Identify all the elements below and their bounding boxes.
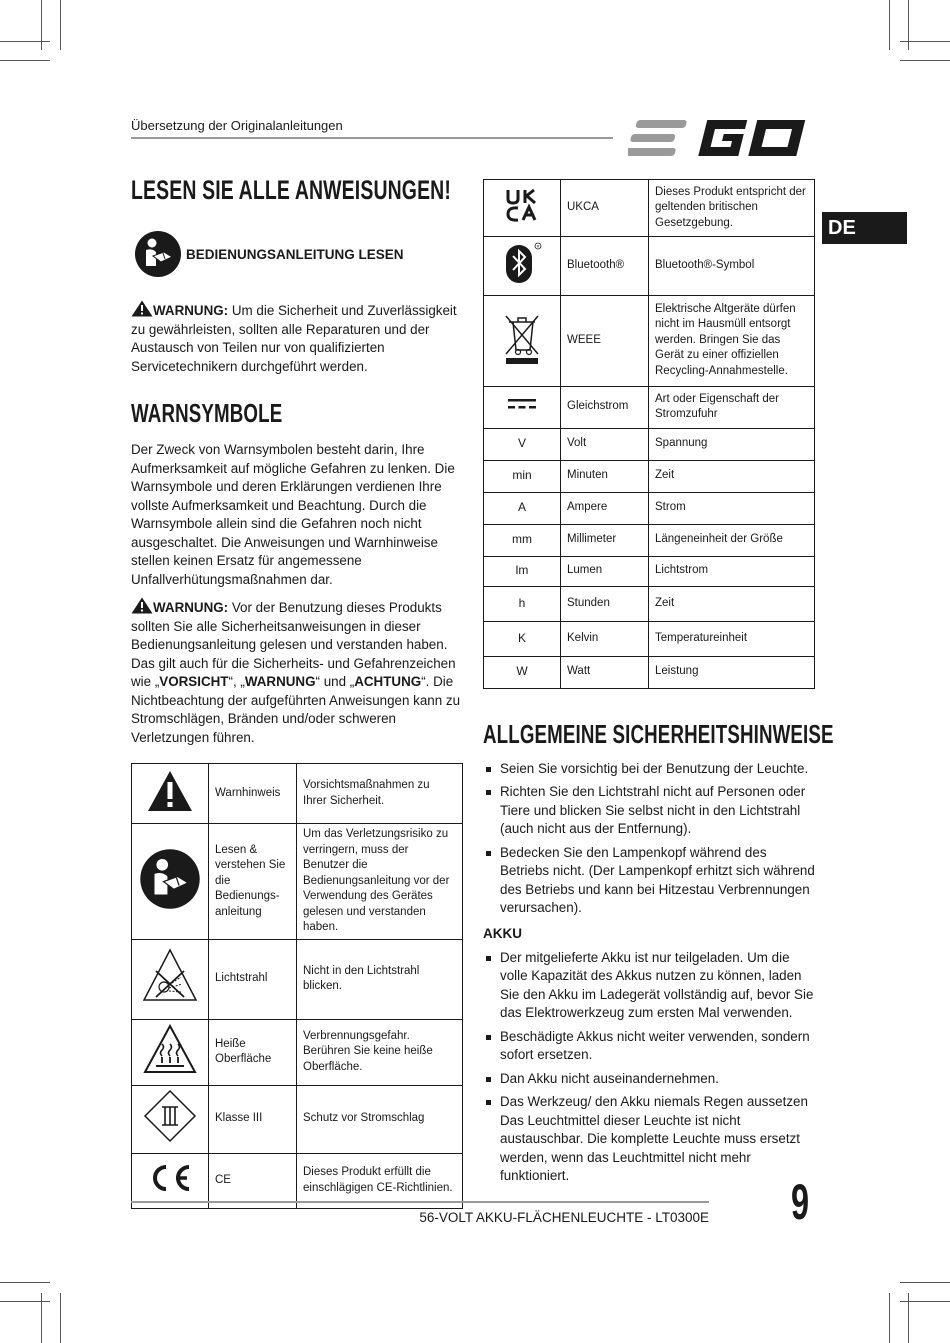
light-beam-warning-icon	[141, 947, 199, 1005]
table-row	[484, 295, 815, 386]
page-number: 9	[791, 1174, 810, 1230]
list-item: Dan Akku nicht auseinandernehmen.	[483, 1070, 815, 1089]
warning-label: WARNUNG:	[153, 303, 229, 318]
separator: “ und „	[315, 674, 355, 689]
unit-symbol: h	[484, 586, 561, 621]
akku-heading: AKKU	[483, 925, 522, 941]
heading-warning-symbols: WARNSYMBOLE	[131, 398, 283, 428]
crop-mark	[889, 0, 890, 50]
symbol-desc: Vorsichtsmaßnahmen zu Ihrer Sicherheit.	[297, 764, 463, 824]
symbol-desc: Art oder Eigenschaft der Stromzufuhr	[649, 386, 815, 428]
symbol-desc: Dieses Produkt entspricht der geltenden britischen Gesetzgebung.	[649, 180, 815, 237]
heading-read-instructions: LESEN SIE ALLE ANWEISUNGEN!	[131, 175, 451, 205]
ego-logo-icon	[628, 117, 814, 159]
symbol-name: Stunden	[561, 586, 649, 621]
symbol-desc: Bluetooth®-Symbol	[649, 237, 815, 296]
symbol-name: Klasse III	[209, 1085, 297, 1153]
read-manual-label: BEDIENUNGSANLEITUNG LESEN	[186, 246, 404, 262]
symbol-desc: Längeneinheit der Größe	[649, 524, 815, 556]
symbol-cell	[132, 1085, 209, 1153]
warning-triangle-icon	[131, 597, 153, 614]
symbol-cell	[484, 295, 561, 386]
symbol-name: Lesen & verstehen Sie die Bedienungs-anleitung	[209, 824, 297, 940]
symbol-desc: Dieses Produkt erfüllt die einschlägigen CE-Richtlinien.	[297, 1153, 463, 1208]
crop-mark	[60, 1293, 61, 1343]
symbol-name: Gleichstrom	[561, 386, 649, 428]
symbol-name: Lumen	[561, 556, 649, 586]
table-row	[484, 237, 815, 296]
symbol-name: Kelvin	[561, 621, 649, 656]
list-item: Seien Sie vorsichtig bei der Benutzung der Leuchte.	[483, 760, 815, 779]
symbol-name: Lichtstrahl	[209, 939, 297, 1019]
crop-mark	[900, 1282, 950, 1283]
separator: “, „	[228, 674, 245, 689]
read-manual-icon	[139, 848, 201, 910]
symbol-desc: Strom	[649, 492, 815, 524]
symbol-desc: Lichtstrom	[649, 556, 815, 586]
crop-mark	[900, 60, 950, 61]
table-row	[484, 586, 815, 621]
warning-read-all	[131, 597, 463, 747]
warning-triangle-icon	[146, 769, 194, 813]
footer-product: 56-VOLT AKKU-FLÄCHENLEUCHTE - LT0300E	[419, 1210, 709, 1225]
crop-mark	[0, 41, 50, 42]
symbol-desc: Zeit	[649, 586, 815, 621]
list-item: Richten Sie den Lichtstrahl nicht auf Personen oder Tiere und blicken Sie selbst nicht in den Lichtstrahl (auch nicht aus der Entfernung).	[483, 783, 815, 839]
symbol-desc: Elektrische Altgeräte dürfen nicht im Hausmüll entsorgt werden. Bringen Sie das Gerät zu einer offiziellen Recycling-Annahmestelle.	[649, 295, 815, 386]
list-item: Der mitgelieferte Akku ist nur teilgeladen. Um die volle Kapazität des Akkus nutzen zu können, laden Sie den Akku im Ladegerät vollständig auf, bevor Sie das Elektrowerkzeug zum ersten Mal verwenden.	[483, 949, 815, 1023]
unit-symbol: V	[484, 428, 561, 460]
symbol-cell	[132, 1153, 209, 1208]
read-manual-icon	[134, 230, 182, 278]
unit-symbol: lm	[484, 556, 561, 586]
direct-current-icon	[507, 396, 537, 412]
symbol-name: Volt	[561, 428, 649, 460]
symbol-desc: Verbrennungsgefahr. Berühren Sie keine heiße Oberfläche.	[297, 1019, 463, 1085]
unit-symbol: mm	[484, 524, 561, 556]
table-row	[132, 939, 463, 1019]
symbol-cell	[132, 1019, 209, 1085]
warning-text: Vor der Benutzung dieses Produkts sollten Sie alle Sicherheitsanweisungen in dieser Bedienungsanleitung gelesen und verstanden haben. Das gilt auch für die Sicherheits- und Gefahrenzeichen wie „	[131, 600, 456, 689]
symbols-intro: Der Zweck von Warnsymbolen besteht darin, Ihre Aufmerksamkeit auf mögliche Gefahren zu lenken. Die Warnsymbole und deren Erklärungen verdienen Ihre vollste Aufmerksamkeit und Beachtung. Durch die Warnsymbole allein sind die Gefahren noch nicht ausgeschaltet. Die Anweisungen und Warnhinweise stellen keinen Ersatz für angemessene Unfallverhütungsmaßnahmen dar.	[131, 442, 455, 587]
symbol-name: Warnhinweis	[209, 764, 297, 824]
footer-rule	[131, 1201, 709, 1203]
header-rule	[131, 137, 613, 139]
crop-mark	[889, 1293, 890, 1343]
symbol-desc: Zeit	[649, 460, 815, 492]
bluetooth-icon	[500, 239, 544, 287]
symbol-name: UKCA	[561, 180, 649, 237]
crop-mark	[0, 60, 50, 61]
crop-mark	[0, 1301, 50, 1302]
symbol-cell	[132, 939, 209, 1019]
symbol-name: CE	[209, 1153, 297, 1208]
units-symbols-table	[483, 179, 815, 689]
read-manual-row	[134, 230, 463, 278]
warning-symbols-table	[131, 763, 463, 1209]
symbol-desc: Spannung	[649, 428, 815, 460]
crop-mark	[908, 0, 909, 50]
header-title: Übersetzung der Originalanleitungen	[131, 118, 343, 133]
symbol-desc: Um das Verletzungsrisiko zu verringern, muss der Benutzer die Bedienungsanleitung vor der Verwendung des Gerätes gelesen und verstanden haben.	[297, 824, 463, 940]
table-row	[484, 180, 815, 237]
weee-bin-icon	[500, 310, 544, 366]
warning-label: WARNUNG:	[153, 600, 229, 615]
crop-mark	[41, 1293, 42, 1343]
warning-triangle-icon	[131, 300, 153, 317]
symbol-name: Minuten	[561, 460, 649, 492]
symbol-cell	[132, 824, 209, 940]
symbol-name: Bluetooth®	[561, 237, 649, 296]
symbol-desc: Nicht in den Lichtstrahl blicken.	[297, 939, 463, 1019]
table-row	[484, 524, 815, 556]
safety-list	[483, 760, 815, 918]
table-row	[484, 386, 815, 428]
symbol-desc: Leistung	[649, 656, 815, 688]
list-item: Das Werkzeug/ den Akku niemals Regen aussetzen Das Leuchtmittel dieser Leuchte ist nicht austauschbar. Die komplette Leuchte muss ersetzt werden, wenn das Leuchtmittel nicht mehr funktioniert.	[483, 1093, 815, 1186]
unit-symbol: min	[484, 460, 561, 492]
unit-symbol: K	[484, 621, 561, 656]
symbol-cell	[484, 180, 561, 237]
keyword-warnung: WARNUNG	[244, 674, 316, 689]
table-row	[484, 460, 815, 492]
symbol-name: Heiße Oberfläche	[209, 1019, 297, 1085]
class-iii-icon	[142, 1088, 198, 1144]
warning-repairs	[131, 300, 463, 376]
table-row	[132, 1019, 463, 1085]
ce-mark-icon	[147, 1163, 193, 1193]
unit-symbol: A	[484, 492, 561, 524]
table-row	[484, 556, 815, 586]
svg-text:R: R	[536, 243, 540, 249]
table-row	[484, 656, 815, 688]
table-row	[132, 824, 463, 940]
crop-mark	[41, 0, 42, 50]
left-column	[131, 175, 463, 1209]
table-row	[484, 428, 815, 460]
crop-mark	[60, 0, 61, 50]
heading-general-safety: ALLGEMEINE SICHERHEITSHINWEISE	[483, 718, 834, 749]
symbol-desc: Temperatureinheit	[649, 621, 815, 656]
table-row	[132, 1085, 463, 1153]
list-item: Beschädigte Akkus nicht weiter verwenden, sondern sofort ersetzen.	[483, 1028, 815, 1065]
language-tab: DE	[822, 212, 907, 244]
symbol-cell	[132, 764, 209, 824]
symbol-name: Millimeter	[561, 524, 649, 556]
table-row	[484, 492, 815, 524]
keyword-achtung: ACHTUNG	[354, 674, 422, 689]
symbol-name: Watt	[561, 656, 649, 688]
table-row	[484, 621, 815, 656]
crop-mark	[908, 1293, 909, 1343]
akku-list	[483, 949, 815, 1186]
table-row	[132, 1153, 463, 1208]
symbol-cell	[484, 237, 561, 296]
crop-mark	[0, 1282, 50, 1283]
warning-text: “. Die Nichtbeachtung der aufgeführten Anweisungen kann zu Stromschlägen, Bränden und/oder schweren Verletzungen führen.	[131, 674, 461, 745]
symbol-cell	[484, 386, 561, 428]
symbol-name: WEEE	[561, 295, 649, 386]
hot-surface-icon	[142, 1023, 198, 1075]
symbol-desc: Schutz vor Stromschlag	[297, 1085, 463, 1153]
table-row	[132, 764, 463, 824]
unit-symbol: W	[484, 656, 561, 688]
list-item: Bedecken Sie den Lampenkopf während des Betriebs nicht. (Der Lampenkopf erhitzt sich während des Betriebs und kann bei Hitzestau Verbrennungen verursachen).	[483, 844, 815, 918]
right-column	[483, 179, 834, 1191]
keyword-vorsicht: VORSICHT	[159, 674, 229, 689]
ukca-icon	[505, 188, 539, 222]
warning-text: Um die Sicherheit und Zuverlässigkeit zu gewährleisten, sollten alle Reparaturen und der Austausch von Teilen nur von qualifizierten Servicetechnikern durchgeführt werden.	[131, 303, 457, 374]
symbol-name: Ampere	[561, 492, 649, 524]
